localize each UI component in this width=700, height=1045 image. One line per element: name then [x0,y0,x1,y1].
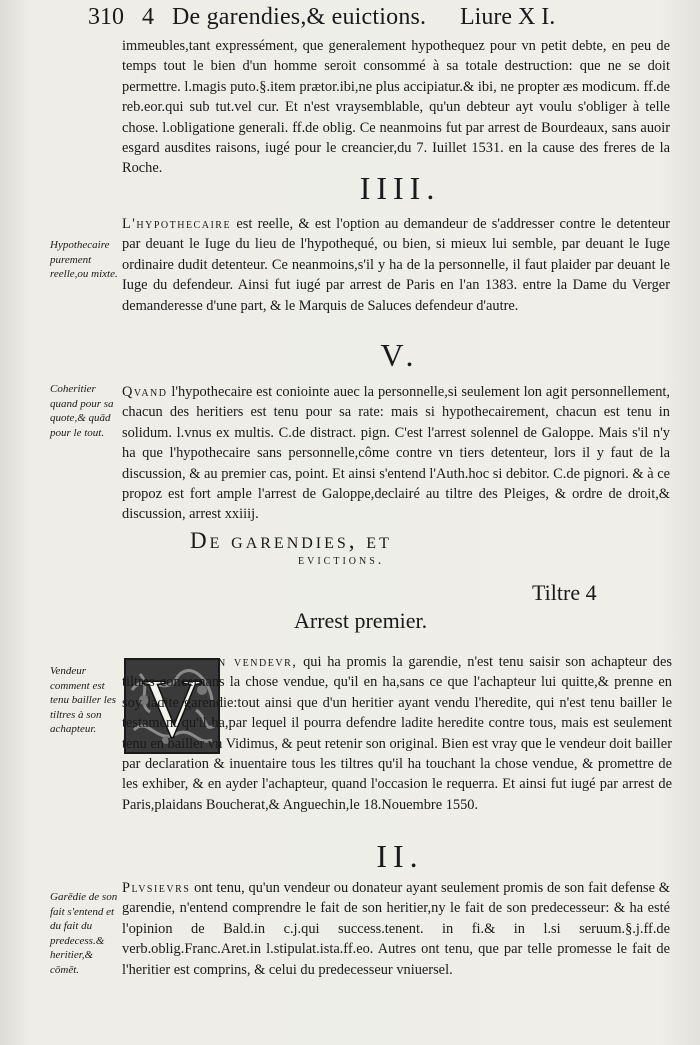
margin-note-coheritier: Coheritier quand pour sa quote,& quād pour le tout. [50,383,114,439]
titre-label: Tiltre 4 [532,580,597,605]
margin-note-garendie: Garēdie de son fait s'entend et du fait du predecess.& heritier,& cōmēt. [50,891,118,976]
section-numeral-5: V. [380,337,420,373]
arrest-premier-text: qui ha promis la garendie, n'est tenu saisir son achapteur des tiltres concernans la chose vendue, qu'il en ha,sans ce que l'achapteur lui quitte,& prenne en soy ladite garendie:tout ainsi que d'un heritier ayant vendu l'heredite, qui n'est tenu bailler le testament qu'il ha,par lequel il pourra defendre ladite heredite contre tous, mais est seulement tenu en bailler vn Vidimus, & peut retenir son original. Bien est vray que le vendeur doit bailler par declaration & inuentaire tous les tiltres qu'il ha touchant la chose vendue, & promettre de les exhiber, & en ayder l'achapteur, quand l'occasion le requerra. Et ainsi fut iugé par arrest de Paris,plaidans Boucherat,& Anguechin,le 18.Nouembre 1550. [122,654,672,813]
lead-word: L'hypothecaire [122,216,232,232]
running-title: De garendies,& euictions. [172,4,427,30]
section-5-text: l'hypothecaire est coniointe auec la personnelle,si seulement lon agit personnellement, chacun des heritiers est tenu pour sa rate: mais si hypothecairement, chacun est tenu in solidum. l.vnus ex multis. C.de distract. pign. C'est l'arrest solennel de Galoppe. Mais s'il n'y ha que l'hypothecaire sans personnelle,côme contre vn tiers detenteur, lors il y faut de la discussion, & au premier cas, point. Et ainsi s'entend l'Auth.hoc si debitor. C.de pignori. & à ce propoz est fort ample l'arrest de Galoppe,declairé au tiltre des Pleiges, & ordre de droit,& discussion, arrest xxiiij. [122,384,670,523]
dropcap-spacer [122,652,218,666]
page-number: 310 [88,4,124,30]
paragraph-section-4 [122,214,670,316]
margin-note-vendeur: Vendeur comment est tenu bailler les tiltres à son achapteur. [50,665,116,735]
section-numeral-2: II. [376,838,424,874]
arrest-heading: Arrest premier. [294,608,428,633]
chapter-heading: De garendies, et [190,528,392,553]
lead-word: Plvsievrs [122,880,191,896]
section-4-text: est reelle, & est l'option au demandeur de s'addresser contre le detenteur par deuant le Iuge du lieu de l'hypothequé, ou bien, si mieux lui semble, par deuant le Iuge ordinaire dudit detenteur. Ce neanmoins,s'il y ha de la personnelle, il faut plaider par deuant le Iuge du defendeur. Ainsi fut iugé par arrest de Paris en l'an 1383. entre la Dame du Verger demanderesse d'une part, & le Marquis de Saluces defendeur d'autre. [122,216,670,314]
signature-mark: 4 [142,4,154,30]
lead-word: n vendevr, [218,654,298,670]
paragraph-section-2 [122,878,670,980]
lead-word: Qvand [122,384,168,400]
svg-text:V: V [141,662,203,752]
paragraph-section-5 [122,382,670,525]
chapter-subheading: evictions. [298,553,385,568]
book-number: Liure X I. [460,4,556,30]
paragraph-continued: immeubles,tant expressément, que generalement hypothequez pour vn petit debte, en peu de temps tout le bien d'un homme seroit consommé à sa totale destruction: que ne se doit permettre. l.magis puto.§.item prætor.ibi,ne plus accipiatur.& ibi, ne propter æs modicum. ff.de reb.eor.qui sub tut.vel cur. Et n'est vraysemblable, qu'un debteur ayt voulu s'obliger à telle chose. l.obligatione generali. ff.de oblig. Ce neanmoins fut par arrest de Bourdeaux, sans auoir esgard ausdites raisons, iugé pour le creancier,du 7. Iuillet 1531. en la cause des freres de la Roche. [122,38,670,177]
section-2-text: ont tenu, qu'un vendeur ou donateur ayant seulement promis de son fait defense & garendie, n'entend comprendre le fait de son heritier,ny le fait de son predecesseur: & ha esté l'opinion de Bald.in c.j.qui success.tenent. in fi.& in l.si seruum.§.j.ff.de verb.oblig.Franc.Aret.in l.stipulat.ista.ff.eo. Autres ont tenu, que par telle promesse le fait de l'heritier est comprins, & celui du predecesseur vniuersel. [122,880,670,978]
paragraph-arrest-premier [122,652,672,815]
running-header [88,4,688,30]
margin-note-hypothecaire: Hypothecaire purement reelle,ou mixte. [50,239,118,280]
section-numeral-4: IIII. [359,170,441,206]
